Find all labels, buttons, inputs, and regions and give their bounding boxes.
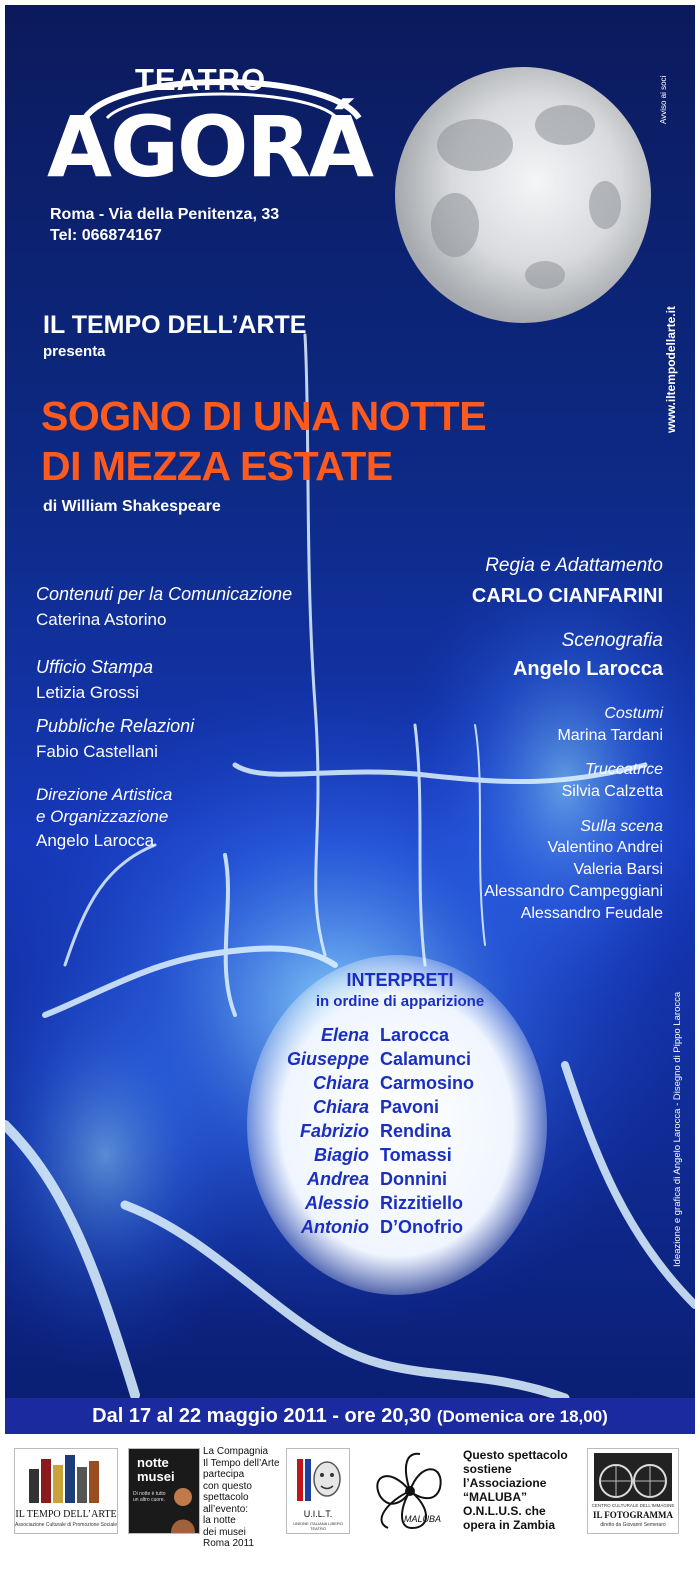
cast-role-4: Chiara (312, 1097, 369, 1117)
credit-label-organizzazione: e Organizzazione (36, 807, 169, 826)
credit-name-regia: CARLO CIANFARINI (471, 585, 663, 607)
credit-label-trucco: Truccatrice (585, 761, 663, 778)
cast-actor-1: Larocca (380, 1025, 450, 1045)
date-main: Dal 17 al 22 maggio 2011 - ore 20,30 (92, 1405, 432, 1427)
cast-actor-3: Carmosino (380, 1073, 475, 1093)
show-title-line2: DI MEZZA ESTATE (41, 443, 393, 489)
website[interactable]: www.iltempodellarte.it (664, 306, 678, 433)
theatre-mask-icon (293, 1455, 343, 1505)
credit-name-comunicazione: Caterina Astorino (36, 610, 167, 629)
credit-label-costumi: Costumi (604, 705, 663, 722)
credit-label-pubbliche-relazioni: Pubbliche Relazioni (36, 716, 195, 736)
credit-name-scena-3: Alessandro Campeggiani (484, 883, 663, 900)
date-note: (Domenica ore 18,00) (436, 1407, 608, 1426)
cast-actor-8: Rizzitiello (380, 1193, 464, 1213)
cast-role-9: Antonio (301, 1217, 369, 1237)
credit-label-ufficio-stampa: Ufficio Stampa (36, 657, 154, 677)
logo-il-tempo-dellarte (14, 1448, 118, 1534)
logo2-caption: Di notte è tutto un altro cuore. (133, 1491, 166, 1503)
cast-actor-9: D’Onofrio (380, 1217, 463, 1237)
maluba-text: Questo spettacolo sostiene l’Associazione “MALUBA” O.N.L.U.S. che opera in Zambia (463, 1448, 568, 1532)
logo2-title2: musei (137, 1469, 175, 1484)
cast-role-7: Andrea (306, 1169, 369, 1189)
credit-label-scenografia: Scenografia (561, 630, 663, 651)
cast-role-8: Alessio (304, 1193, 369, 1213)
logo-agora: AGORÁ (47, 98, 373, 196)
credit-name-costumi: Marina Tardani (557, 727, 663, 744)
notte-text: La Compagnia Il Tempo dell’Arte partecipa con questo spettacolo all’evento: la notte dei musei Roma 2011 (203, 1446, 280, 1549)
credit-name-trucco: Silvia Calzetta (561, 783, 663, 800)
logo-uilt (286, 1448, 350, 1534)
date-bar (5, 1398, 695, 1434)
logo1-sub: Associazione Culturale di Promozione Sociale (15, 1522, 117, 1528)
cast-heading: INTERPRETI (346, 970, 454, 990)
cast-actor-7: Donnini (380, 1169, 447, 1189)
credit-name-direzione: Angelo Larocca (36, 831, 155, 850)
credit-label-scena: Sulla scena (580, 818, 663, 835)
company-name: IL TEMPO DELL’ARTE (43, 311, 307, 339)
logo2-title1: notte (137, 1455, 169, 1470)
credit-label-regia: Regia e Adattamento (485, 555, 663, 576)
cast-actor-4: Pavoni (380, 1097, 440, 1117)
theatre-address: Roma - Via della Penitenza, 33 (50, 206, 280, 223)
uilt-title: U.I.L.T. (303, 1509, 333, 1519)
theatre-phone: Tel: 066874167 (50, 227, 162, 244)
credit-name-pubbliche-relazioni: Fabio Castellani (36, 742, 158, 761)
fotogramma-title: IL FOTOGRAMMA (592, 1510, 674, 1520)
show-title-line1: SOGNO DI UNA NOTTE (41, 393, 487, 439)
locomotive-icon (594, 1453, 672, 1501)
design-credits: Ideazione e grafica di Angelo Larocca - Disegno di Pippo Larocca (672, 991, 683, 1267)
presenta: presenta (43, 343, 106, 360)
credit-name-scenografia: Angelo Larocca (512, 658, 663, 680)
poster (5, 5, 695, 1398)
credit-label-comunicazione: Contenuti per la Comunicazione (36, 584, 293, 604)
statue-icon (167, 1485, 199, 1533)
logo-teatro: TEATRO (135, 62, 267, 97)
credit-name-scena-2: Valeria Barsi (573, 861, 663, 878)
cast-role-1: Elena (320, 1025, 369, 1045)
credit-name-ufficio-stampa: Letizia Grossi (36, 683, 139, 702)
books-icon (15, 1449, 117, 1507)
fotogramma-top: CENTRO CULTURALE DELL’IMMAGINE (591, 1503, 675, 1508)
cast-actor-5: Rendina (380, 1121, 452, 1141)
cast-role-6: Biagio (313, 1145, 369, 1165)
avviso-soci: Avviso ai soci (659, 75, 668, 124)
logo-il-fotogramma (587, 1448, 679, 1534)
cast-role-3: Chiara (312, 1073, 369, 1093)
cast-role-2: Giuseppe (286, 1049, 369, 1069)
uilt-sub: UNIONE ITALIANA LIBERO TEATRO (293, 1521, 343, 1531)
show-author: di William Shakespeare (43, 498, 221, 515)
footer-sponsors (0, 1434, 700, 1575)
logo-notte-musei (128, 1448, 200, 1534)
credit-name-scena-1: Valentino Andrei (547, 839, 663, 856)
cast-actor-6: Tomassi (380, 1145, 452, 1165)
fotogramma-sub: diretto da Giovanni Semeraro (600, 1522, 666, 1528)
credit-name-scena-4: Alessandro Feudale (520, 905, 663, 922)
credit-label-direzione: Direzione Artistica (36, 785, 173, 804)
logo1-title: IL TEMPO DELL’ARTE (15, 1509, 117, 1520)
cast-role-5: Fabrizio (299, 1121, 369, 1141)
maluba-logo-text: MALUBA (404, 1514, 442, 1524)
cast-subheading: in ordine di apparizione (315, 993, 485, 1010)
cast-actor-2: Calamunci (380, 1049, 472, 1069)
